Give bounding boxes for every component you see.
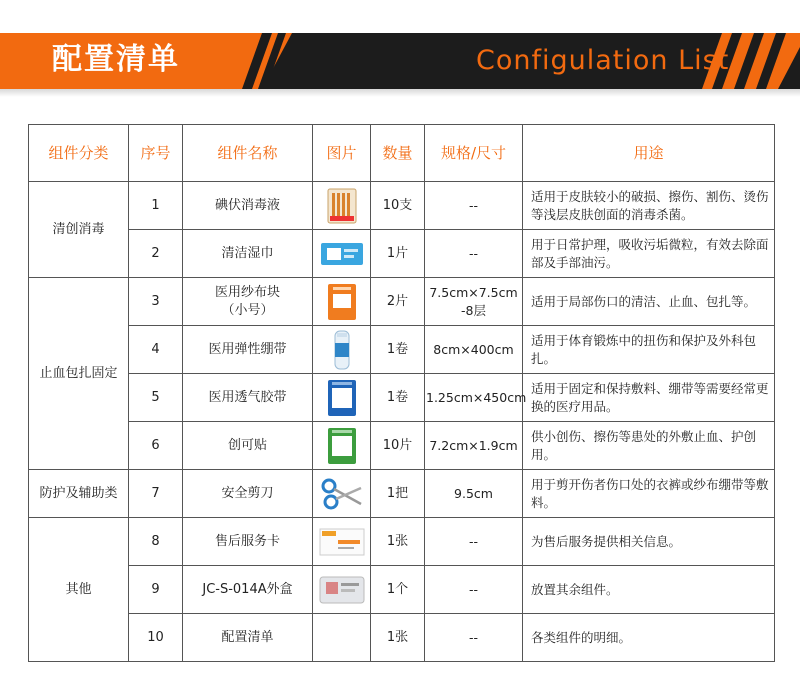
- row-use: 各类组件的明细。: [523, 614, 775, 662]
- row-image: [313, 518, 371, 566]
- row-spec: --: [425, 230, 523, 278]
- row-qty: 1张: [371, 614, 425, 662]
- category-cell: 止血包扎固定: [29, 278, 129, 470]
- row-spec: 9.5cm: [425, 470, 523, 518]
- row-name: 清洁湿巾: [183, 230, 313, 278]
- header-use: 用途: [523, 125, 775, 182]
- row-qty: 1张: [371, 518, 425, 566]
- row-qty: 10片: [371, 422, 425, 470]
- row-no: 3: [129, 278, 183, 326]
- gauze-pad-icon: [325, 282, 359, 322]
- row-use: 供小创伤、擦伤等患处的外敷止血、护创用。: [523, 422, 775, 470]
- row-spec: 8cm×400cm: [425, 326, 523, 374]
- table-row: [29, 422, 775, 470]
- row-use: 适用于体育锻炼中的扭伤和保护及外科包扎。: [523, 326, 775, 374]
- header-name: 组件名称: [183, 125, 313, 182]
- row-no: 4: [129, 326, 183, 374]
- row-name-line: 医用纱布块: [214, 284, 280, 300]
- row-name: 售后服务卡: [183, 518, 313, 566]
- table-row: [29, 278, 775, 326]
- row-spec: --: [425, 182, 523, 230]
- row-name: 医用弹性绷带: [183, 326, 313, 374]
- configuration-table: [28, 124, 775, 662]
- row-image: [313, 566, 371, 614]
- table-row: [29, 518, 775, 566]
- category-cell: 清创消毒: [29, 182, 129, 278]
- row-no: 8: [129, 518, 183, 566]
- row-image: [313, 230, 371, 278]
- row-image: [313, 470, 371, 518]
- row-no: 1: [129, 182, 183, 230]
- row-use: 放置其余组件。: [523, 566, 775, 614]
- header-banner: [0, 33, 800, 89]
- row-no: 7: [129, 470, 183, 518]
- row-use: 为售后服务提供相关信息。: [523, 518, 775, 566]
- medical-tape-icon: [325, 378, 359, 418]
- row-spec: --: [425, 566, 523, 614]
- row-use: 适用于皮肤较小的破损、擦伤、割伤、烫伤等浅层皮肤创面的消毒杀菌。: [523, 182, 775, 230]
- table-row: [29, 470, 775, 518]
- row-use: 适用于局部伤口的清洁、止血、包扎等。: [523, 278, 775, 326]
- row-qty: 1卷: [371, 374, 425, 422]
- category-cell: 防护及辅助类: [29, 470, 129, 518]
- row-no: 2: [129, 230, 183, 278]
- header-category: 组件分类: [29, 125, 129, 182]
- row-image: [313, 614, 371, 662]
- row-qty: 2片: [371, 278, 425, 326]
- row-spec-line: 7.5cm×7.5cm: [429, 284, 518, 300]
- header-spec: 规格/尺寸: [425, 125, 523, 182]
- outer-box-icon: [318, 573, 366, 607]
- row-use: 用于日常护理，吸收污垢微粒，有效去除面部及手部油污。: [523, 230, 775, 278]
- table-row: [29, 326, 775, 374]
- table-row: [29, 182, 775, 230]
- service-card-icon: [318, 526, 366, 558]
- row-name: JC-S-014A外盒: [183, 566, 313, 614]
- banner-shadow: [0, 89, 800, 97]
- table-row: [29, 614, 775, 662]
- wet-wipe-icon: [319, 239, 365, 269]
- row-image: [313, 326, 371, 374]
- row-no: 10: [129, 614, 183, 662]
- row-use: 用于剪开伤者伤口处的衣裤或纱布绷带等敷料。: [523, 470, 775, 518]
- row-no: 5: [129, 374, 183, 422]
- table-row: [29, 374, 775, 422]
- row-qty: 10支: [371, 182, 425, 230]
- row-name: 医用透气胶带: [183, 374, 313, 422]
- row-spec: [425, 278, 523, 326]
- header-qty: 数量: [371, 125, 425, 182]
- page-title: 配置清单: [52, 42, 180, 77]
- row-use: 适用于固定和保持敷料、绷带等需要经常更换的医疗用品。: [523, 374, 775, 422]
- header-no: 序号: [129, 125, 183, 182]
- elastic-bandage-icon: [330, 329, 354, 371]
- row-image: [313, 278, 371, 326]
- row-spec: --: [425, 518, 523, 566]
- page-title-english: Configulation List: [476, 45, 730, 76]
- row-spec: --: [425, 614, 523, 662]
- row-spec: 7.2cm×1.9cm: [425, 422, 523, 470]
- table-row: [29, 566, 775, 614]
- row-spec: 1.25cm×450cm: [425, 374, 523, 422]
- row-no: 6: [129, 422, 183, 470]
- row-name: 安全剪刀: [183, 470, 313, 518]
- row-name: 碘伏消毒液: [183, 182, 313, 230]
- row-qty: 1个: [371, 566, 425, 614]
- iodine-swab-icon: [322, 186, 362, 226]
- row-image: [313, 422, 371, 470]
- row-image: [313, 182, 371, 230]
- row-qty: 1把: [371, 470, 425, 518]
- row-name: 配置清单: [183, 614, 313, 662]
- row-qty: 1片: [371, 230, 425, 278]
- row-no: 9: [129, 566, 183, 614]
- table-row: [29, 230, 775, 278]
- row-image: [313, 374, 371, 422]
- row-name-line: （小号）: [221, 302, 274, 318]
- band-aid-icon: [325, 426, 359, 466]
- row-name: [183, 278, 313, 326]
- category-cell: 其他: [29, 518, 129, 662]
- scissors-icon: [319, 474, 365, 514]
- row-name: 创可贴: [183, 422, 313, 470]
- table-header-row: [29, 125, 775, 182]
- header-image: 图片: [313, 125, 371, 182]
- row-qty: 1卷: [371, 326, 425, 374]
- row-spec-line: -8层: [461, 302, 486, 318]
